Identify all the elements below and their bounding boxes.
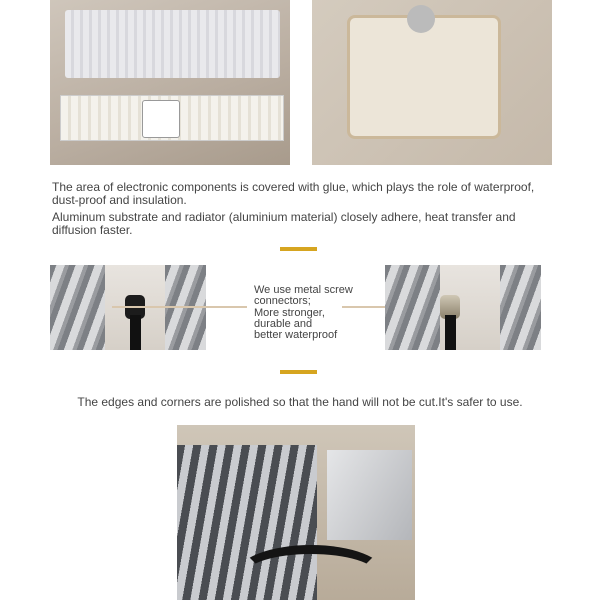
glued-pcb [347,15,501,139]
divider [280,370,317,374]
driver-chip [142,100,180,138]
pcb-closeup-photo [312,0,552,165]
heatsink-photo [177,425,415,600]
edges-caption: The edges and corners are polished so that the hand will not be cut.It's safer to use. [77,395,523,409]
led-module-photo [50,0,290,165]
connector-caption: We use metal screw connectors; More stronger, durable and better waterproof [254,284,353,342]
capacitor [407,5,435,33]
aluminum-description: Aluminum substrate and radiator (aluminium material) closely adhere, heat transfer and diffusion faster. [52,210,516,237]
metal-connector-photo [385,265,541,350]
pointer-line-left [112,306,207,308]
glue-description: The area of electronic components is covered with glue, which plays the role of waterproof, dust-proof and insulation. [52,180,535,207]
lens-cover [65,10,280,78]
divider [280,247,317,251]
